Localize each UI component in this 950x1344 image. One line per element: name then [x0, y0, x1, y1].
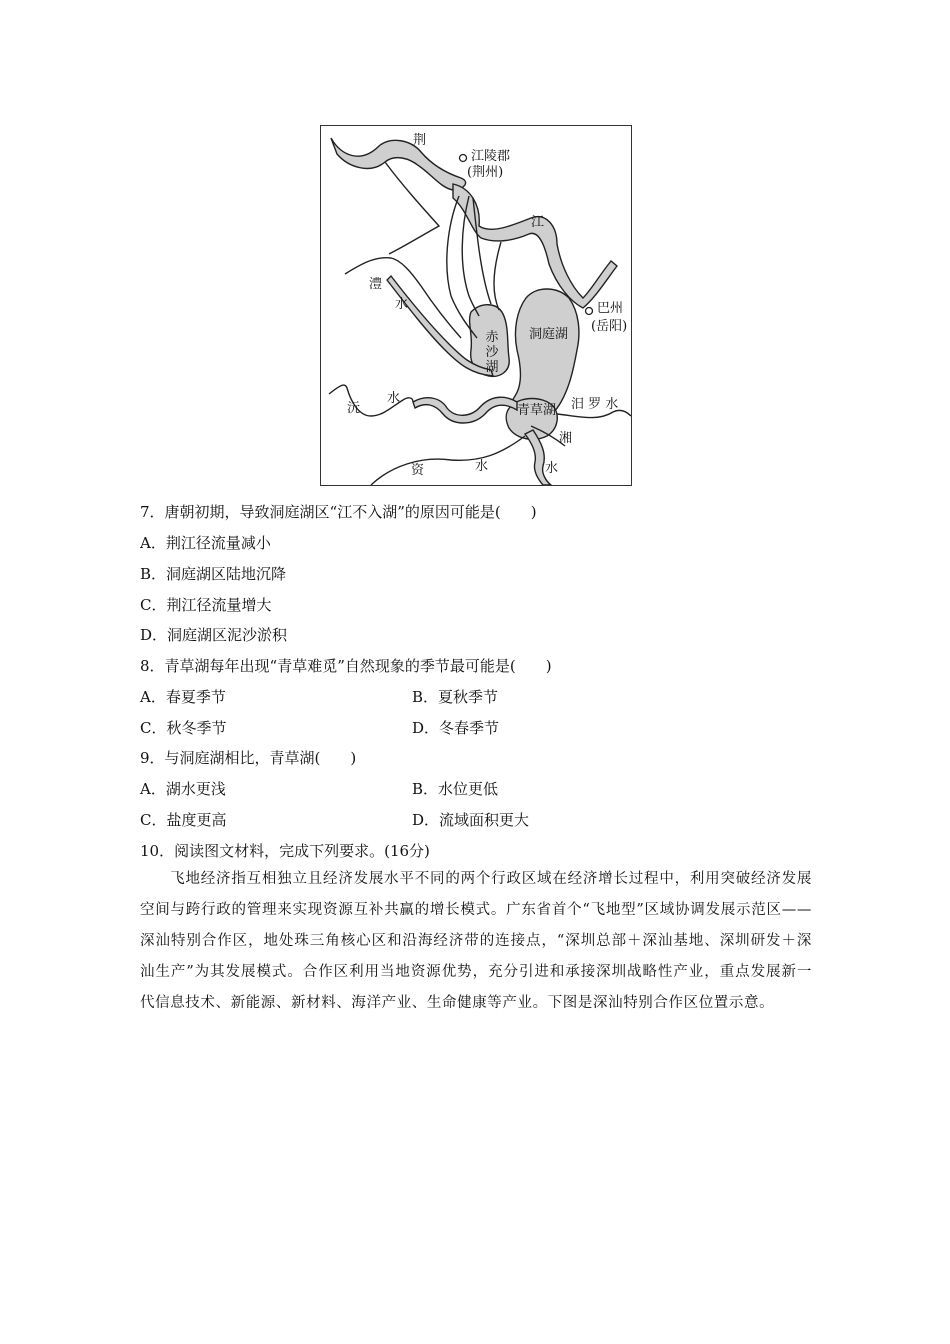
map-label-jingzhou: (荆州)	[467, 165, 504, 180]
dongting-lake-map	[320, 125, 632, 486]
xiang-river	[525, 430, 551, 485]
question-8-option-d: D．冬春季节	[412, 719, 500, 737]
question-9-option-d: D．流域面积更大	[412, 811, 530, 829]
map-label-bazhou: 巴州	[597, 301, 624, 316]
jiangling-city-marker	[460, 155, 467, 162]
question-8-option-a: A．春夏季节	[140, 688, 226, 706]
question-8-option-c: C．秋冬季节	[140, 719, 227, 737]
map-label-jing: 荆	[413, 133, 427, 148]
question-7-option-c: C．荆江径流量增大	[140, 596, 272, 614]
zi-river	[371, 436, 525, 485]
question-8-stem: 8．青草湖每年出现“青草难觅”自然现象的季节最可能是( )	[140, 657, 552, 675]
map-label-xiang: 湘	[559, 431, 573, 446]
map-label-zi-shui: 水	[475, 459, 489, 474]
bazhou-city-marker	[586, 308, 593, 315]
map-label-yuan: 沅	[347, 401, 361, 416]
yuan-upper	[329, 385, 413, 416]
yuan-river	[413, 397, 517, 423]
map-label-zi: 资	[411, 463, 425, 478]
map-label-yueyang: (岳阳)	[591, 319, 628, 334]
map-label-li-shui: 水	[395, 297, 409, 312]
question-10-material	[140, 864, 812, 1019]
map-label-dongting: 洞庭湖	[529, 327, 569, 342]
question-9-option-b: B．水位更低	[412, 780, 499, 798]
map-label-qingcao: 青草湖	[517, 403, 557, 418]
jiang-channel	[453, 184, 617, 308]
map-label-xiang-shui: 水	[545, 461, 559, 476]
distributary-4	[494, 242, 501, 310]
map-label-chisha: 赤沙湖	[485, 330, 499, 375]
map-label-jiangling: 江陵郡	[471, 149, 511, 164]
question-7-option-b: B．洞庭湖区陆地沉降	[140, 565, 287, 583]
question-9-option-c: C．盐度更高	[140, 811, 227, 829]
question-8-option-b: B．夏秋季节	[412, 688, 499, 706]
question-9-stem: 9．与洞庭湖相比，青草湖( )	[140, 749, 357, 767]
question-10-paragraph: 飞地经济指互相独立且经济发展水平不同的两个行政区域在经济增长过程中，利用突破经济发展空间与跨行政的管理来实现资源互补共赢的增长模式。广东省首个“飞地型”区域协调发展示范区——深汕特别合作区，地处珠三角核心区和沿海经济带的连接点，“深圳总部＋深汕基地、深圳研发＋深汕生产”为其发展模式。合作区利用当地资源优势，充分引进和承接深圳战略性产业，重点发展新一代信息技术、新能源、新材料、海洋产业、生命健康等产业。下图是深汕特别合作区位置示意。	[140, 871, 812, 1011]
question-10-stem: 10．阅读图文材料，完成下列要求。(16分)	[140, 842, 430, 860]
map-label-jiang: 江	[531, 215, 545, 230]
question-7-option-d: D．洞庭湖区泥沙淤积	[140, 626, 288, 644]
map-label-li: 澧	[369, 277, 383, 292]
jing-river	[331, 138, 466, 190]
question-7-stem: 7．唐朝初期，导致洞庭湖区“江不入湖”的原因可能是( )	[140, 503, 537, 521]
map-label-miluo: 汨 罗 水	[571, 397, 619, 412]
question-7-option-a: A．荆江径流量减小	[140, 534, 271, 552]
map-label-yuan-shui: 水	[387, 391, 401, 406]
question-9-option-a: A．湖水更浅	[140, 780, 226, 798]
